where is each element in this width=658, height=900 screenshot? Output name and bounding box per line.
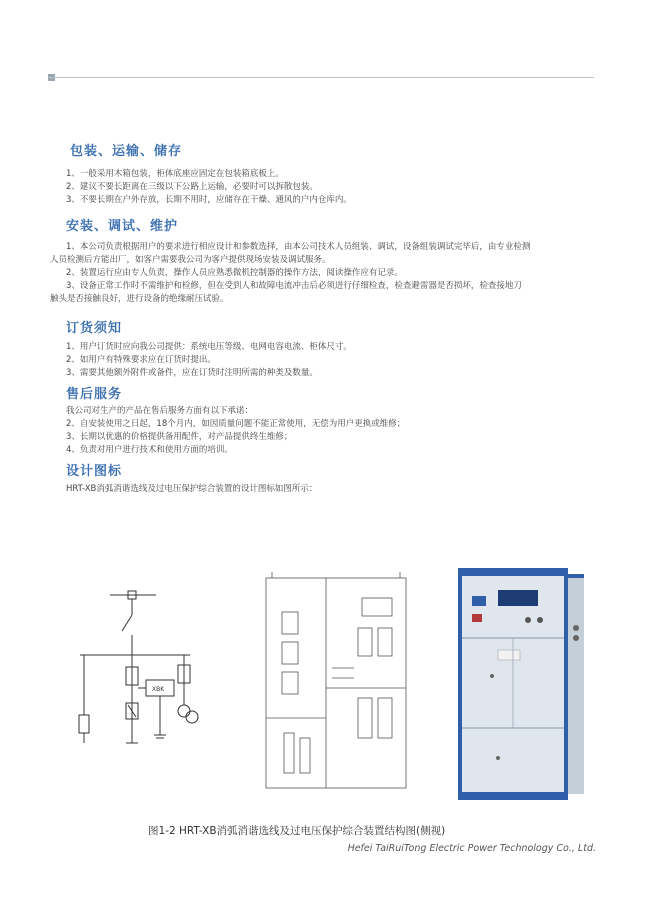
list-item: 2、如用户有特殊要求应在订货时提出。 — [66, 355, 216, 365]
list-item: 2、自安装使用之日起，18个月内，如因质量问题不能正常使用，无偿为用户更换或维修； — [66, 419, 406, 429]
header-rule — [48, 77, 594, 78]
list-item: 3、需要其他额外附件或备件，应在订货时注明所需的种类及数量。 — [66, 368, 318, 378]
list-item: 3、不要长期在户外存放，长期不用时，应储存在干燥、通风的户内仓库内。 — [66, 195, 352, 205]
list-item: 1、本公司负责根据用户的要求进行相应设计和参数选择，由本公司技术人员组装、调试，设备组装调试完毕后，由专业检测 — [66, 242, 531, 252]
footer-company-name: Hefei TaiRuiTong Electric Power Technology Co., Ltd. — [347, 843, 596, 854]
list-item: 我公司对生产的产品在售后服务方面有以下承诺： — [66, 406, 254, 416]
section-title-after-sales: 售后服务 — [66, 387, 123, 402]
schematic-label: XBK — [152, 686, 165, 693]
list-item: 2、装置运行应由专人负责，操作人员应熟悉微机控制器的操作方法，阅读操作应有记录。 — [66, 268, 403, 278]
list-item: 1、一般采用木箱包装，柜体底座应固定在包装箱底板上。 — [66, 169, 284, 179]
section-body-after-sales — [66, 405, 586, 457]
cabinet-photo-figure — [458, 568, 590, 800]
list-item: 人员检测后方能出厂，如客户需要我公司为客户提供现场安装及调试服务。 — [50, 255, 331, 265]
section-title-design: 设计图标 — [66, 464, 123, 479]
list-item: 3、设备正常工作时不需维护和检修，但在受到人和故障电流冲击后必须进行仔细检查，检查避雷器是否损坏，检查接地刀 — [66, 281, 522, 291]
section-title-ordering: 订货须知 — [66, 321, 123, 336]
section-body-ordering — [66, 341, 586, 380]
list-item: HRT-XB消弧消谐选线及过电压保护综合装置的设计图标如图所示： — [66, 484, 318, 494]
electrical-schematic-figure — [70, 585, 210, 755]
list-item: 4、负责对用户进行技术和使用方面的培训。 — [66, 445, 233, 455]
section-title-packaging: 包装、运输、储存 — [70, 144, 183, 159]
list-item: 3、长期以优惠的价格提供备用配件，对产品提供终生维修； — [66, 432, 293, 442]
section-body-packaging — [66, 168, 586, 207]
list-item: 触头是否接触良好，进行设备的绝缘耐压试验。 — [50, 294, 229, 304]
list-item: 2、建议不要长距离在三级以下公路上运输，必要时可以拆散包装。 — [66, 182, 318, 192]
figure-caption: 图1-2 HRT-XB消弧消谐选线及过电压保护综合装置结构图(侧视) — [148, 825, 446, 837]
section-body-design — [66, 483, 586, 496]
list-item: 1、用户订货时应向我公司提供：系统电压等级、电网电容电流、柜体尺寸。 — [66, 342, 352, 352]
section-body-installation — [50, 241, 598, 306]
section-title-installation: 安装、调试、维护 — [66, 219, 179, 234]
side-view-structure-figure — [262, 568, 410, 793]
